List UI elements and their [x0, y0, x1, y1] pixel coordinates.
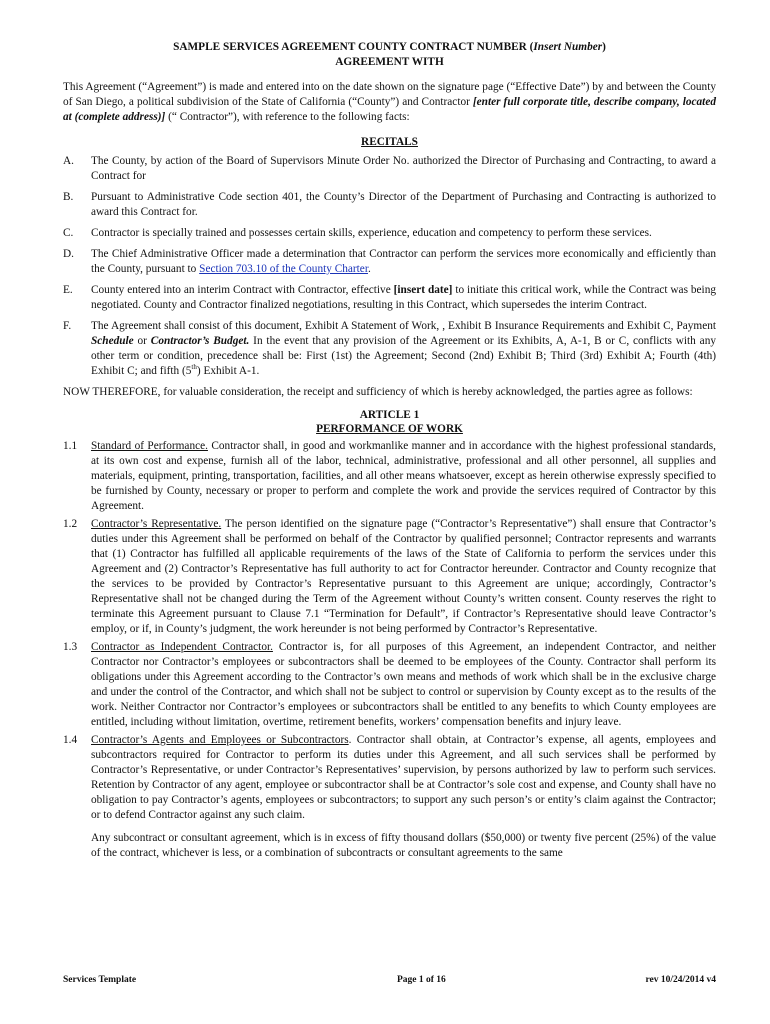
recitals-heading: RECITALS — [361, 136, 418, 148]
recital-f — [63, 319, 716, 379]
section-body — [91, 640, 716, 730]
recital-b — [63, 190, 716, 220]
section-title: Contractor as Independent Contractor. — [91, 641, 273, 653]
page-footer — [63, 975, 716, 989]
recital-f-superscript: th — [191, 363, 197, 372]
recital-f-budget: Contractor’s Budget. — [150, 335, 250, 347]
recital-c — [63, 226, 716, 241]
document-subtitle: AGREEMENT WITH — [335, 56, 444, 68]
recital-a — [63, 154, 716, 184]
recital-label: B. — [63, 191, 74, 203]
footer-template-name: Services Template — [63, 975, 137, 985]
section-number: 1.1 — [63, 440, 78, 452]
recital-e-date-placeholder: [insert date] — [393, 284, 453, 296]
document-title — [63, 40, 716, 55]
recital-f-text-4: ) Exhibit A-1. — [196, 365, 260, 377]
section-title: Contractor’s Representative. — [91, 518, 222, 530]
document-body — [63, 40, 716, 861]
recital-f-schedule: Schedule — [91, 335, 134, 347]
article-1-heading — [63, 408, 716, 436]
county-charter-link[interactable]: Section 703.10 of the County Charter — [199, 263, 368, 275]
recital-label: A. — [63, 155, 74, 167]
title-line1: SAMPLE SERVICES AGREEMENT COUNTY CONTRACT NUMBER ( — [173, 41, 534, 53]
footer-page-number: Page 1 of 16 — [397, 975, 446, 985]
recital-label: D. — [63, 248, 74, 260]
intro-paragraph — [63, 80, 716, 125]
recital-text: The County, by action of the Board of Supervisors Minute Order No. authorized the Director of Purchasing and Contracting, to award a Contract for — [91, 155, 716, 182]
section-1-3 — [63, 640, 716, 730]
recital-d-text: The Chief Administrative Officer made a determination that Contractor can perform the services more economically and efficiently than the County, pursuant to — [91, 248, 716, 275]
recital-text — [91, 247, 716, 277]
article-title: PERFORMANCE OF WORK — [316, 423, 463, 435]
section-number: 1.3 — [63, 641, 78, 653]
recital-label: E. — [63, 284, 73, 296]
section-title: Contractor’s Agents and Employees or Subcontractors — [91, 734, 349, 746]
section-text: Contractor is, for all purposes of this Agreement, an independent Contractor, and neither Contractor nor Contractor’s employees or subcontractors shall be deemed to be employees of the County. Contractor shall perform its obligations under this Agreement according to the Contractor’s own means and methods of work which shall be in the exclusive charge and under the control of the Contractor, and which shall not be subject to control or supervision by County except as to the results of the work. Neither Contractor nor Contractor’s employees or subcontractors shall be entitled to any benefits to which County employees are entitled, including without limitation, overtime, retirement benefits, workers’ compensation benefits and injury leave. — [91, 641, 716, 728]
section-number: 1.2 — [63, 518, 78, 530]
recital-d-end: . — [367, 263, 371, 275]
section-text: . Contractor shall obtain, at Contractor’s expense, all agents, employees and subcontractors required for Contractor to perform its duties under this Agreement, and all such services shall be performed by Contractor’s Representative, or under Contractor’s Representatives’ supervision, by persons authorized by law to perform such services. Retention by Contractor of any agent, employee or subcontractor shall be at Contractor’s sole cost and expense, and County shall have no obligation to pay Contractor’s agents, employees or subcontractors; to support any such person’s or entity’s claim against the Contractor; or to defend Contractor against any such claim. — [91, 734, 716, 821]
footer-revision: rev 10/24/2014 v4 — [645, 975, 716, 985]
now-therefore-paragraph: NOW THEREFORE, for valuable consideration, the receipt and sufficiency of which is hereby acknowledged, the parties agree as follows: — [63, 386, 693, 398]
recital-label: C. — [63, 227, 74, 239]
section-number: 1.4 — [63, 734, 78, 746]
recital-text — [91, 319, 716, 379]
title-contract-number-placeholder: Insert Number — [533, 41, 603, 53]
section-1-2 — [63, 517, 716, 637]
section-1-1 — [63, 439, 716, 514]
recital-label: F. — [63, 320, 72, 332]
section-1-4-paragraph-2: Any subcontract or consultant agreement, which is in excess of fifty thousand dollars ($50,000) or twenty five percent (25%) of the value of the contract, whichever is less, or a combination of subcontracts or consultant agreements to the same — [91, 832, 716, 859]
recital-d — [63, 247, 716, 277]
recital-text — [91, 283, 716, 313]
intro-contractor-placeholder: [enter full corporate title, describe company, located at (complete address)] — [63, 96, 716, 123]
intro-text-1: This Agreement (“Agreement”) is made and entered into on the date shown on the signature page (“Effective Date”) by and between the County of San Diego, a political subdivision of the State of California (“County”) and Contractor — [63, 81, 716, 108]
section-1-4 — [63, 733, 716, 823]
section-text: Contractor shall, in good and workmanlike manner and in accordance with the highest professional standards, at its own cost and expense, furnish all of the labor, technical, administrative, professional and all other personnel, all supplies and materials, equipment, printing, transportation, facilities, and all other means whatsoever, except as herein otherwise expressly specified to be furnished by County, necessary or proper to perform and complete the work and provide the services required of Contractor by this Agreement. — [91, 440, 717, 512]
recital-e — [63, 283, 716, 313]
recital-e-text-1: County entered into an interim Contract with Contractor, effective — [91, 284, 394, 296]
recital-f-text-1: The Agreement shall consist of this document, Exhibit A Statement of Work, , Exhibit B Insurance Requirements and Exhibit C, Payment — [91, 320, 716, 332]
section-body — [91, 517, 716, 637]
section-text: The person identified on the signature page (“Contractor’s Representative”) shall ensure that Contractor’s duties under this Agreement shall be performed on behalf of the Contractor by qualified personnel; Contractor represents and warrants that (1) Contractor has fulfilled all applicable requirements of the laws of the State of California to perform the services under this Agreement and (2) Contractor’s Representative has full authority to act for Contractor hereunder. Contractor and County recognize that the services to be provided by Contractor’s Representative pursuant to this Agreement are unique; accordingly, Contractor’s Representative shall not be changed during the Term of the Agreement without County’s written consent. County reserves the right to terminate this Agreement pursuant to Clause 7.1 “Termination for Default”, if Contractor’s Representative should leave Contractor’s employ, or if, in County’s judgment, the work hereunder is not being performed by Contractor’s Representative. — [91, 518, 717, 635]
section-body — [91, 439, 716, 514]
recital-text: Pursuant to Administrative Code section 401, the County’s Director of the Department of Purchasing and Contracting is authorized to award this Contract for. — [91, 191, 716, 218]
recital-f-text-3: In the event that any provision of the Agreement or its Exhibits, A, A-1, B or C, conflicts with any other term or condition, precedence shall be: First (1st) the Agreement; Second (2nd) Exhibit B; Third (3rd) Exhibit A; Fourth (4th) Exhibit C; and fifth (5 — [91, 335, 716, 377]
section-title: Standard of Performance. — [91, 440, 208, 452]
recital-text: Contractor is specially trained and possesses certain skills, experience, education and competency to perform these services. — [91, 227, 652, 239]
recital-e-text-2: to initiate this critical work, while the Contract was being negotiated. County and Contractor finalized negotiations, resulting in this Contract, which supersedes the interim Contract. — [91, 284, 716, 311]
intro-text-2: (“ Contractor”), with reference to the following facts: — [165, 111, 410, 123]
recital-f-text-2: or — [133, 335, 151, 347]
section-body — [91, 733, 716, 823]
title-close-paren: ) — [602, 41, 606, 53]
article-number: ARTICLE 1 — [359, 409, 420, 421]
